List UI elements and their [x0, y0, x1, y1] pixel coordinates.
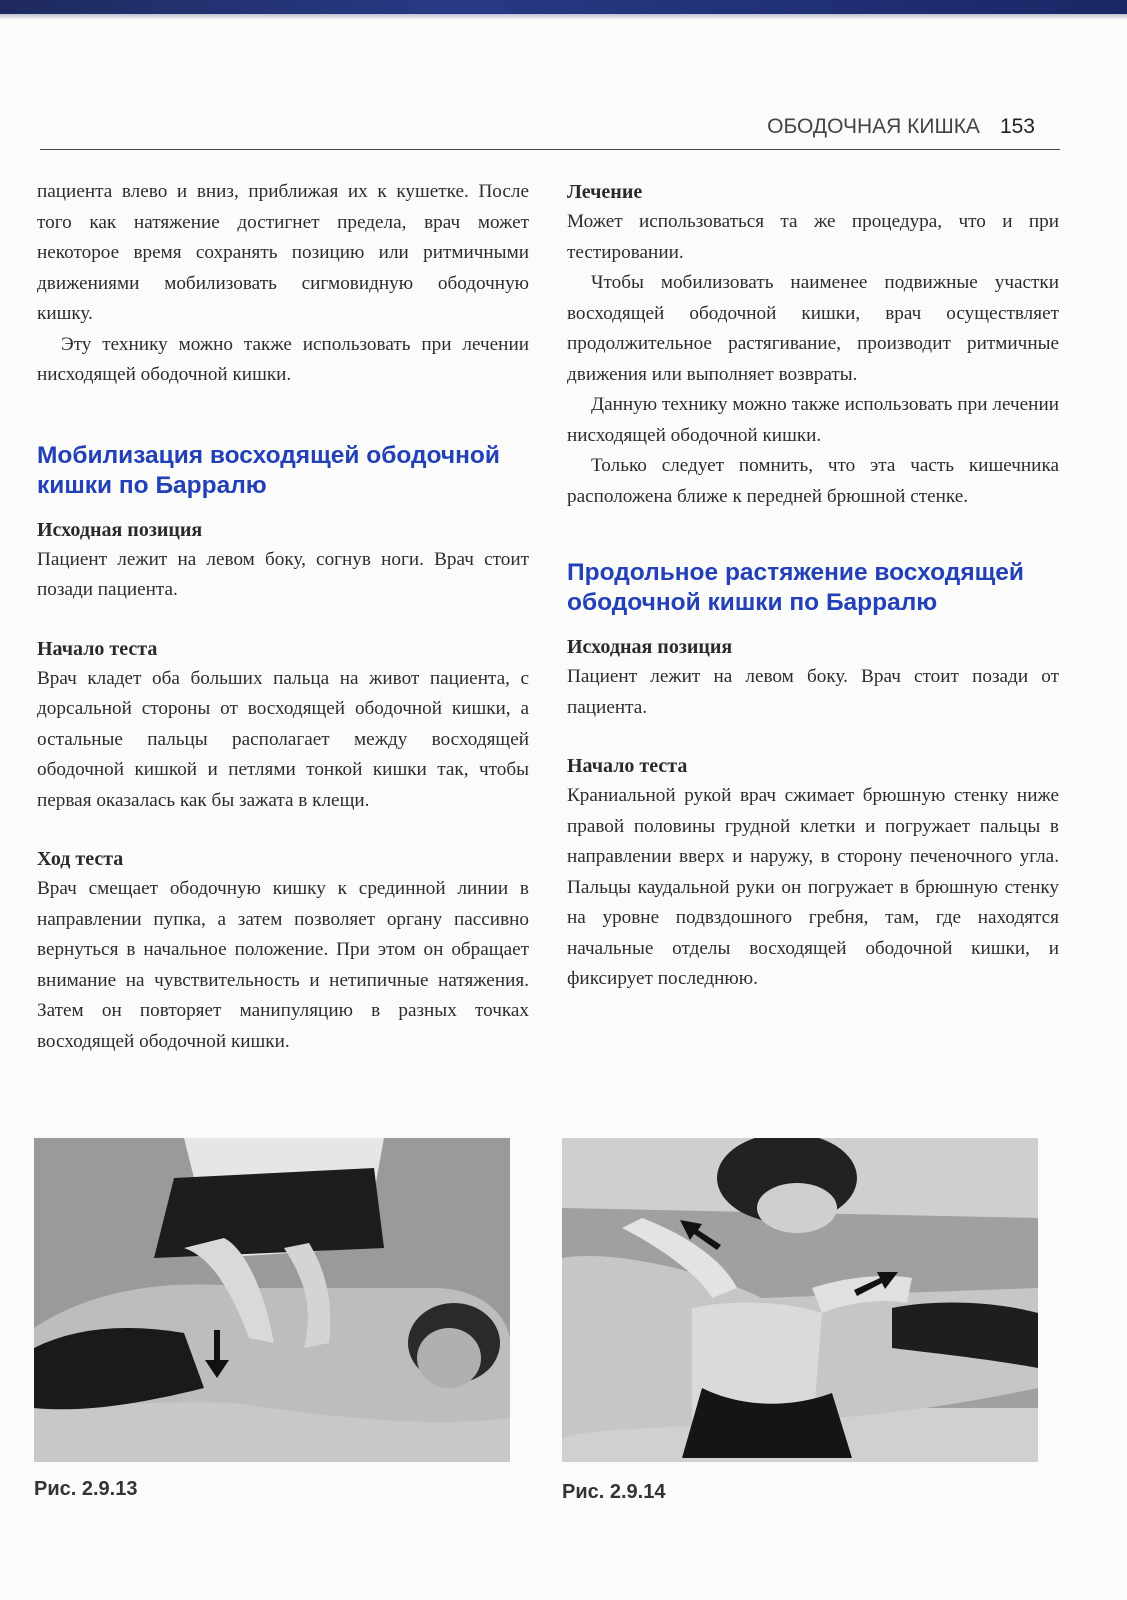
paragraph: Пациент лежит на левом боку, согнув ноги. Врач стоит позади пациента. — [37, 548, 529, 600]
figure-caption-1: Рис. 2.9.13 — [34, 1478, 138, 1500]
paragraph: Данную технику можно также использовать при лечении нисходящей ободочной кишки. — [567, 394, 1059, 446]
subheading: Лечение — [567, 181, 643, 203]
figure-caption-2: Рис. 2.9.14 — [562, 1481, 666, 1503]
section-heading: Продольное растяжение восходящей ободочной кишки по Барралю — [567, 559, 1024, 616]
running-header — [767, 115, 1035, 139]
figure-photo-1 — [34, 1138, 510, 1462]
header-rule — [40, 149, 1060, 150]
book-edge-band — [0, 0, 1127, 14]
paragraph: Эту технику можно также использовать при лечении нисходящей ободочной кишки. — [37, 333, 529, 385]
paragraph: Краниальной рукой врач сжимает брюшную стенку ниже правой половины грудной клетки и погружает пальцы в направлении вверх и наружу, в сторону печеночного угла. Пальцы каудальной руки он погружает в брюшную стенку на уровне подвздошного гребня, там, где находятся начальные отделы восходящей ободочной кишки, и фиксирует последнюю. — [567, 785, 1059, 989]
figure-photo-2 — [562, 1138, 1038, 1462]
paragraph: Врач смещает ободочную кишку к срединной линии в направлении пупка, а затем позволяет органу пассивно вернуться в начальное положение. При этом он обращает внимание на чувствительность и нетипичные натяжения. Затем он повторяет манипуляцию в разных точках восходящей ободочной кишки. — [37, 878, 529, 1052]
paragraph: Пациент лежит на левом боку. Врач стоит позади от пациента. — [567, 666, 1059, 718]
subheading: Начало теста — [567, 755, 688, 777]
subheading: Начало теста — [37, 637, 158, 660]
right-column — [567, 177, 1059, 995]
paragraph: Врач кладет оба больших пальца на живот пациента, с дорсальной стороны от восходящей ободочной кишки, а остальные пальцы располагает между восходящей ободочной кишкой и петлями тонкой кишки так, чтобы первая оказалась как бы зажата в клещи. — [37, 667, 529, 811]
paragraph: Только следует помнить, что эта часть кишечника расположена ближе к передней брюшной стенке. — [567, 455, 1059, 507]
paragraph: Может использоваться та же процедура, что и при тестировании. — [567, 211, 1059, 263]
left-column — [37, 177, 529, 1057]
book-edge-shadow — [0, 14, 1127, 20]
page-number: 153 — [999, 115, 1035, 138]
paragraph: Чтобы мобилизовать наименее подвижные участки восходящей ободочной кишки, врач осуществляет продолжительное растягивание, производит ритмичные движения или выполняет возвраты. — [567, 272, 1059, 385]
subheading: Исходная позиция — [567, 636, 733, 658]
section-heading: Мобилизация восходящей ободочной кишки по Барралю — [37, 441, 500, 499]
subheading: Ход теста — [37, 848, 124, 870]
header-section-title: ОБОДОЧНАЯ КИШКА — [767, 115, 980, 138]
paragraph: пациента влево и вниз, приближая их к кушетке. После того как натяжение достигнет предела, врач может некоторое время сохранять позицию или ритмичными движениями мобилизовать сигмовидную ободочную кишку. — [37, 181, 529, 324]
subheading: Исходная позиция — [37, 518, 203, 541]
